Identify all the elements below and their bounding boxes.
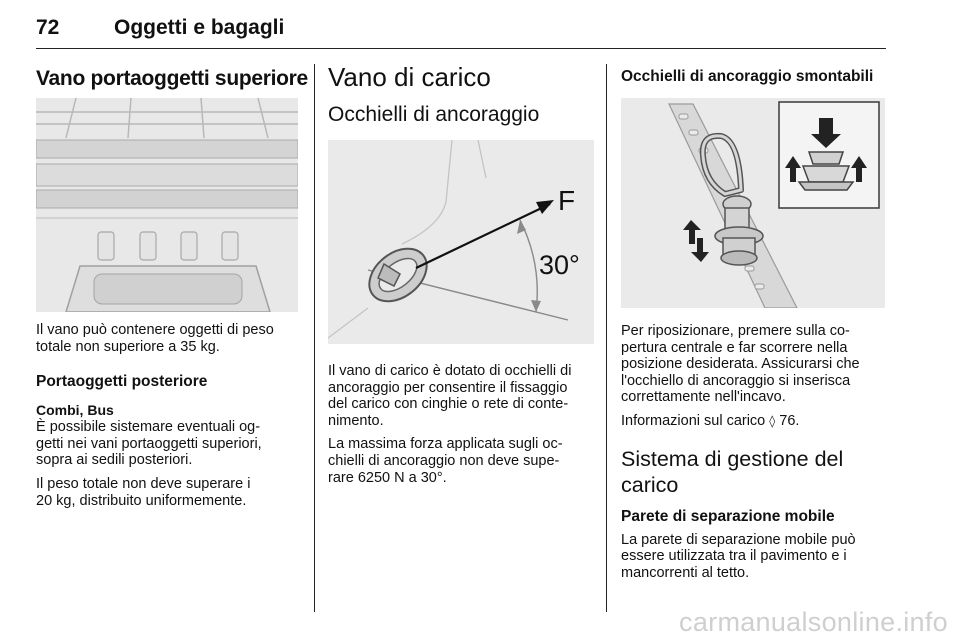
removable-eye-drawing bbox=[621, 98, 885, 308]
column-3 bbox=[621, 64, 891, 86]
movable-partition-paragraph bbox=[621, 532, 893, 582]
roof-storage-illustration bbox=[36, 98, 298, 312]
text-line: nimento. bbox=[328, 412, 384, 429]
column-divider-right bbox=[606, 64, 607, 612]
heading-line: carico bbox=[621, 472, 679, 497]
column-2-text bbox=[328, 363, 598, 486]
lashing-eyes-subheading: Occhielli di ancoraggio bbox=[328, 103, 540, 126]
column-1-text bbox=[36, 322, 304, 509]
text-line: Il vano di carico è dotato di occhielli di bbox=[328, 363, 572, 379]
cargo-info-reference[interactable] bbox=[621, 413, 893, 430]
lashing-eye-drawing bbox=[328, 140, 594, 344]
heading-line: Sistema di gestione del bbox=[621, 446, 844, 471]
lashing-eyes-paragraph bbox=[328, 363, 598, 429]
section-heading-cargo: Vano di carico bbox=[328, 62, 491, 92]
section-heading-upper-storage: Vano portaoggetti superiore bbox=[36, 67, 308, 90]
text-line: posizione desiderata. Assicurarsi che bbox=[621, 356, 860, 373]
roof-storage-drawing bbox=[36, 98, 298, 312]
page-header bbox=[36, 12, 886, 49]
text-line: chielli di ancoraggio non deve supe- bbox=[328, 452, 560, 469]
movable-partition-subheading: Parete di separazione mobile bbox=[621, 507, 835, 525]
reference-arrow-icon: ◊ bbox=[769, 413, 776, 428]
text-line: Il vano può contenere oggetti di peso bbox=[36, 322, 274, 338]
column-divider-left bbox=[314, 64, 315, 612]
column-3-text bbox=[621, 323, 893, 581]
reference-text: Informazioni sul carico bbox=[621, 412, 766, 429]
rear-storage-subheading: Portaoggetti posteriore bbox=[36, 373, 208, 391]
text-line: totale non superiore a 35 kg. bbox=[36, 338, 220, 355]
force-label: F bbox=[558, 185, 576, 216]
text-line: del carico con cinghie o rete di conte- bbox=[328, 396, 569, 413]
text-line: l'occhiello di ancoraggio si inserisca bbox=[621, 372, 851, 389]
watermark: carmanualsonline.info bbox=[679, 607, 948, 637]
removable-eyes-heading: Occhielli di ancoraggio smontabili bbox=[621, 68, 874, 85]
text-line: essere utilizzata tra il pavimento e i bbox=[621, 548, 847, 565]
upper-storage-paragraph bbox=[36, 322, 304, 355]
text-line: getti nei vani portaoggetti superiori, bbox=[36, 435, 262, 452]
text-line: correttamente nell'incavo. bbox=[621, 389, 786, 406]
text-line: La parete di separazione mobile può bbox=[621, 531, 856, 548]
text-line: sopra ai sedili posteriori. bbox=[36, 452, 193, 469]
text-line: rare 6250 N a 30°. bbox=[328, 469, 447, 486]
max-force-paragraph bbox=[328, 436, 598, 486]
text-line: ancoraggio per consentire il fissaggio bbox=[328, 379, 568, 396]
variant-label: Combi, Bus bbox=[36, 402, 114, 419]
text-line: pertura centrale e far scorrere nella bbox=[621, 339, 848, 356]
text-line: Il peso totale non deve superare i bbox=[36, 475, 251, 492]
angle-label: 30° bbox=[539, 250, 580, 280]
removable-lashing-eye-illustration bbox=[621, 98, 885, 308]
text-line: 20 kg, distribuito uniformemente. bbox=[36, 492, 247, 509]
lashing-eye-force-illustration bbox=[328, 140, 594, 344]
text-line: È possibile sistemare eventuali og- bbox=[36, 419, 261, 436]
text-line: mancorrenti al tetto. bbox=[621, 564, 750, 581]
reposition-paragraph bbox=[621, 323, 893, 406]
cargo-management-heading bbox=[621, 446, 893, 498]
text-line: La massima forza applicata sugli oc- bbox=[328, 436, 563, 453]
rear-storage-paragraph bbox=[36, 419, 304, 469]
weight-limit-paragraph bbox=[36, 476, 304, 509]
column-2 bbox=[328, 62, 596, 128]
text-line: Per riposizionare, premere sulla co- bbox=[621, 323, 850, 339]
running-title: Oggetti e bagagli bbox=[114, 16, 285, 39]
page-number: 72 bbox=[36, 16, 60, 39]
reference-page[interactable]: 76. bbox=[779, 412, 800, 429]
